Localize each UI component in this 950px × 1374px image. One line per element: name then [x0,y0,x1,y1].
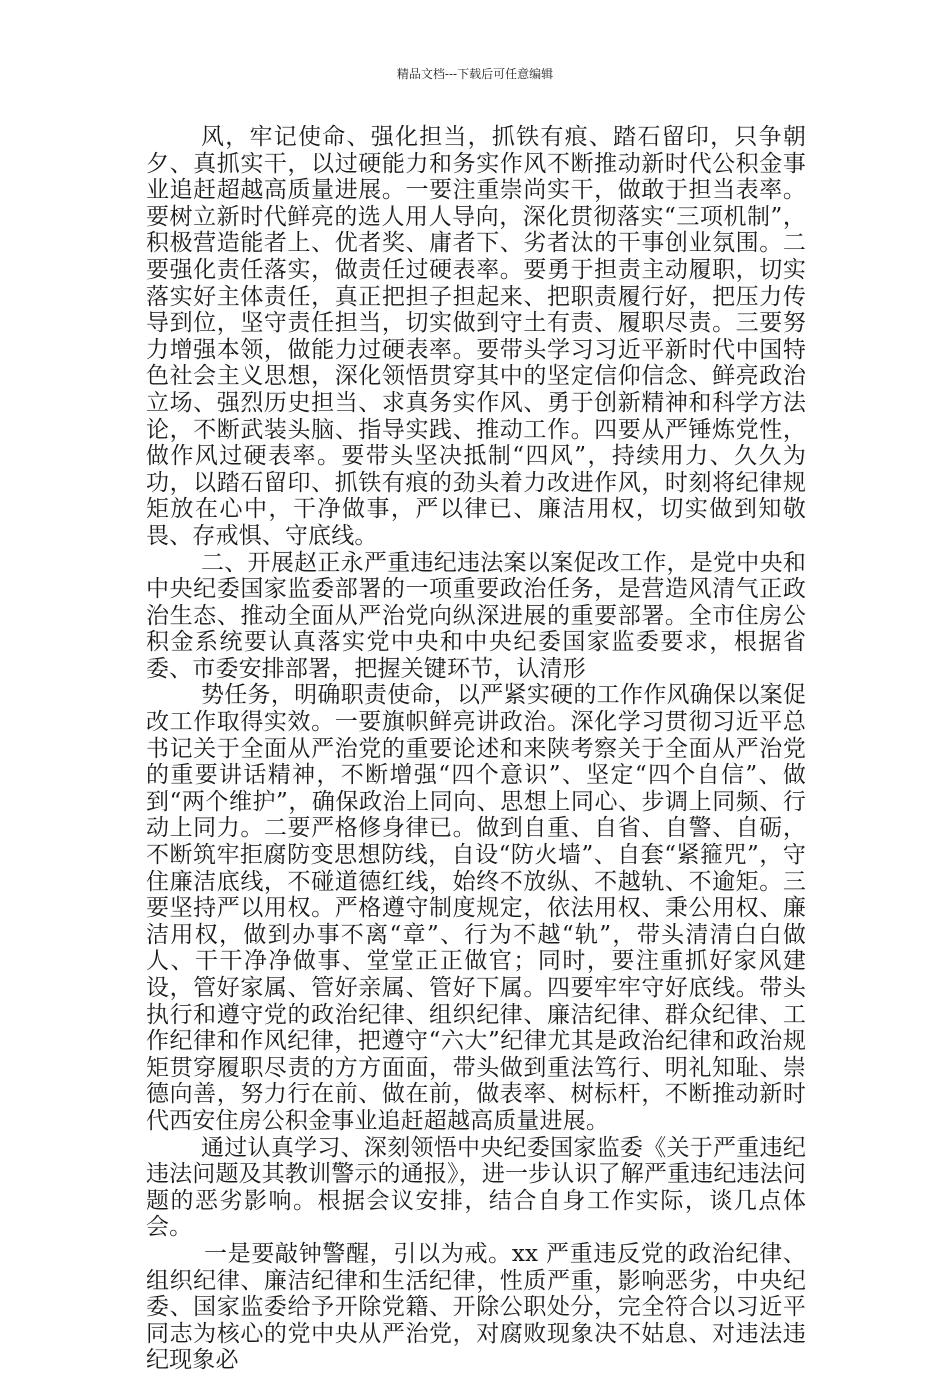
body-paragraph: 风，牢记使命、强化担当，抓铁有痕、踏石留印，只争朝夕、真抓实干，以过硬能力和务实作风不断推动新时代公积金事业追赶超越高质量进展。一要注重崇尚实干，做敢于担当表率。要树立新时代鲜亮的选人用人导向，深化贯彻落实“三项机制”，积极营造能者上、优者奖、庸者下、劣者汰的干事创业氛围。二要强化责任落实，做责任过硬表率。要勇于担责主动履职，切实落实好主体责任，真正把担子担起来、把职责履行好，把压力传导到位，坚守责任担当，切实做到守土有责、履职尽责。三要努力增强本领，做能力过硬表率。要带头学习习近平新时代中国特色社会主义思想，深化领悟贯穿其中的坚定信仰信念、鲜亮政治立场、强烈历史担当、求真务实作风、勇于创新精神和科学方法论，不断武装头脑、指导实践、推动工作。四要从严锤炼党性，做作风过硬表率。要带头坚决抵制“四风”，持续用力、久久为功，以踏石留印、抓铁有痕的劲头着力改进作风，时刻将纪律规矩放在心中，干净做事，严以律已、廉洁用权，切实做到知敬畏、存戒惧、守底线。 [146,124,806,549]
body-paragraph: 一是要敲钟警醒，引以为戒。xx 严重违反党的政治纪律、组织纪律、廉洁纪律和生活纪律，性质严重，影响恶劣，中央纪委、国家监委给予开除党籍、开除公职处分，完全符合以习近平同志为核心的党中央从严治党，对腐败现象决不姑息、对违法违纪现象必 [146,1240,806,1374]
page-header: 精品文档---下载后可任意编辑 [396,67,554,81]
document-body [146,124,806,1374]
body-paragraph: 势任务，明确职责使命，以严紧实硬的工作作风确保以案促改工作取得实效。一要旗帜鲜亮讲政治。深化学习贯彻习近平总书记关于全面从严治党的重要论述和来陕考察关于全面从严治党的重要讲话精神，不断增强“四个意识”、坚定“四个自信”、做到“两个维护”，确保政治上同向、思想上同心、步调上同频、行动上同力。二要严格修身律已。做到自重、自省、自警、自砺，不断筑牢拒腐防变思想防线，自设“防火墙”、自套“紧箍咒”，守住廉洁底线，不碰道德红线，始终不放纵、不越轨、不逾矩。三要坚持严以用权。严格遵守制度规定，依法用权、秉公用权、廉洁用权，做到办事不离“章”、行为不越“轨”，带头清清白白做人、干干净净做事、堂堂正正做官；同时，要注重抓好家风建设，管好家属、管好亲属、管好下属。四要牢牢守好底线。带头执行和遵守党的政治纪律、组织纪律、廉洁纪律、群众纪律、工作纪律和作风纪律，把遵守“六大”纪律尤其是政治纪律和政治规矩贯穿履职尽责的方方面面，带头做到重法笃行、明礼知耻、崇德向善，努力行在前、做在前，做表率、树标杆，不断推动新时代西安住房公积金事业追赶超越高质量进展。 [146,682,806,1134]
body-paragraph: 通过认真学习、深刻领悟中央纪委国家监委《关于严重违纪违法问题及其教训警示的通报》，进一步认识了解严重违纪违法问题的恶劣影响。根据会议安排，结合自身工作实际，谈几点体会。 [146,1134,806,1241]
body-paragraph: 二、开展赵正永严重违纪违法案以案促改工作，是党中央和中央纪委国家监委部署的一项重要政治任务，是营造风清气正政治生态、推动全面从严治党向纵深进展的重要部署。全市住房公积金系统要认真落实党中央和中央纪委国家监委要求，根据省委、市委安排部署，把握关键环节，认清形 [146,549,806,682]
